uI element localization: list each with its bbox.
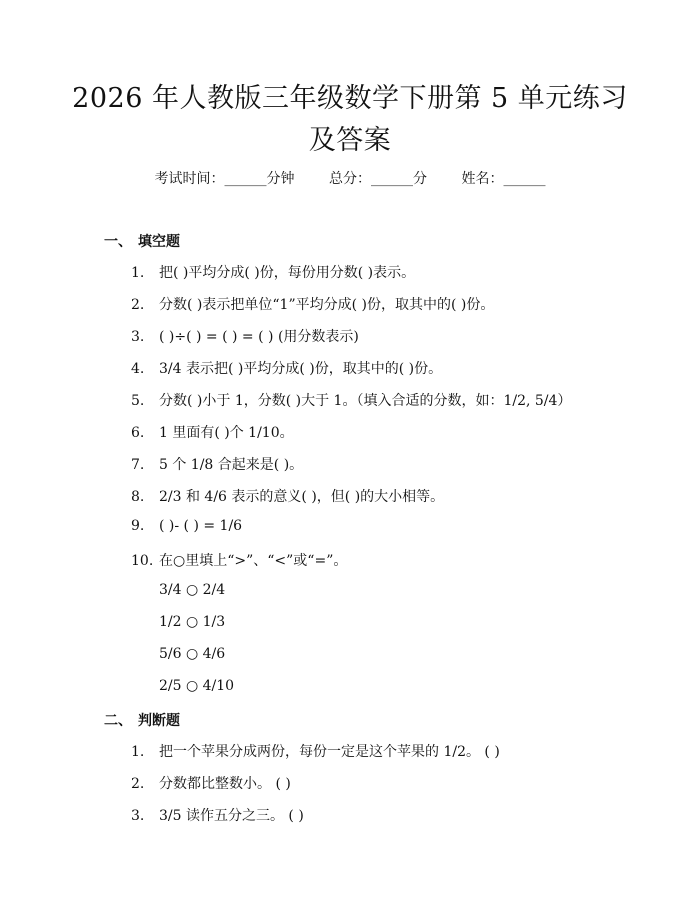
question-number: 2. [131, 776, 145, 792]
question-text: 分数( )小于 1，分数( )大于 1。（填入合适的分数，如：1/2, 5/4） [159, 393, 572, 409]
question-item [131, 550, 347, 570]
section-heading-true-false [104, 710, 180, 730]
question-number: 1. [131, 265, 145, 281]
question-text: ( )- ( ) = 1/6 [159, 518, 243, 534]
question-text: 3/5 读作五分之三。 ( ) [159, 808, 304, 824]
exam-score: 总分：______分 [329, 171, 427, 187]
title-line-2: 及答案 [308, 125, 392, 156]
question-item [131, 518, 242, 534]
question-number: 9. [131, 518, 145, 534]
question-item [131, 773, 291, 793]
exam-time: 考试时间：______分钟 [154, 171, 295, 187]
question-text: 分数都比整数小。 ( ) [159, 776, 291, 792]
compare-item: 1/2 ○ 1/3 [159, 614, 226, 630]
compare-item: 3/4 ○ 2/4 [159, 582, 226, 598]
question-text: 3/4 表示把( )平均分成( )份，取其中的( )份。 [159, 361, 443, 377]
question-text: 在○里填上“>”、“<”或“=”。 [159, 553, 348, 569]
question-item [131, 741, 500, 761]
section-title: 判断题 [138, 713, 180, 729]
question-number: 1. [131, 744, 145, 760]
question-number: 5. [131, 393, 145, 409]
question-text: 把( )平均分成( )份，每份用分数( )表示。 [159, 265, 416, 281]
question-text: ( )÷( ) = ( ) = ( ) (用分数表示) [159, 329, 359, 345]
question-number: 7. [131, 457, 145, 473]
question-number: 3. [131, 808, 145, 824]
question-item [131, 358, 442, 378]
question-item [131, 486, 444, 506]
question-text: 2/3 和 4/6 表示的意义( )，但( )的大小相等。 [159, 489, 445, 505]
question-number: 10. [131, 553, 154, 569]
section-heading-fill-in [104, 231, 180, 251]
question-text: 分数( )表示把单位“1”平均分成( )份，取其中的( )份。 [159, 297, 495, 313]
question-text: 5 个 1/8 合起来是( )。 [159, 457, 304, 473]
question-number: 4. [131, 361, 145, 377]
question-number: 2. [131, 297, 145, 313]
compare-item: 5/6 ○ 4/6 [159, 646, 226, 662]
question-item [131, 294, 494, 314]
exam-meta [0, 168, 700, 188]
question-text: 把一个苹果分成两份，每份一定是这个苹果的 1/2。 ( ) [159, 744, 500, 760]
title-line-1: 2026 年人教版三年级数学下册第 5 单元练习 [72, 83, 628, 114]
question-item [131, 390, 571, 410]
section-title: 填空题 [138, 234, 180, 250]
question-number: 6. [131, 425, 145, 441]
question-number: 3. [131, 329, 145, 345]
question-item [131, 805, 304, 825]
section-number: 二、 [104, 713, 132, 729]
question-number: 8. [131, 489, 145, 505]
exam-name: 姓名：______ [461, 171, 546, 187]
question-item [131, 422, 294, 442]
compare-item: 2/5 ○ 4/10 [159, 678, 235, 694]
page-title [70, 78, 630, 162]
question-item [131, 262, 415, 282]
question-text: 1 里面有( )个 1/10。 [159, 425, 294, 441]
section-number: 一、 [104, 234, 132, 250]
question-item [131, 454, 303, 474]
question-item [131, 326, 359, 346]
